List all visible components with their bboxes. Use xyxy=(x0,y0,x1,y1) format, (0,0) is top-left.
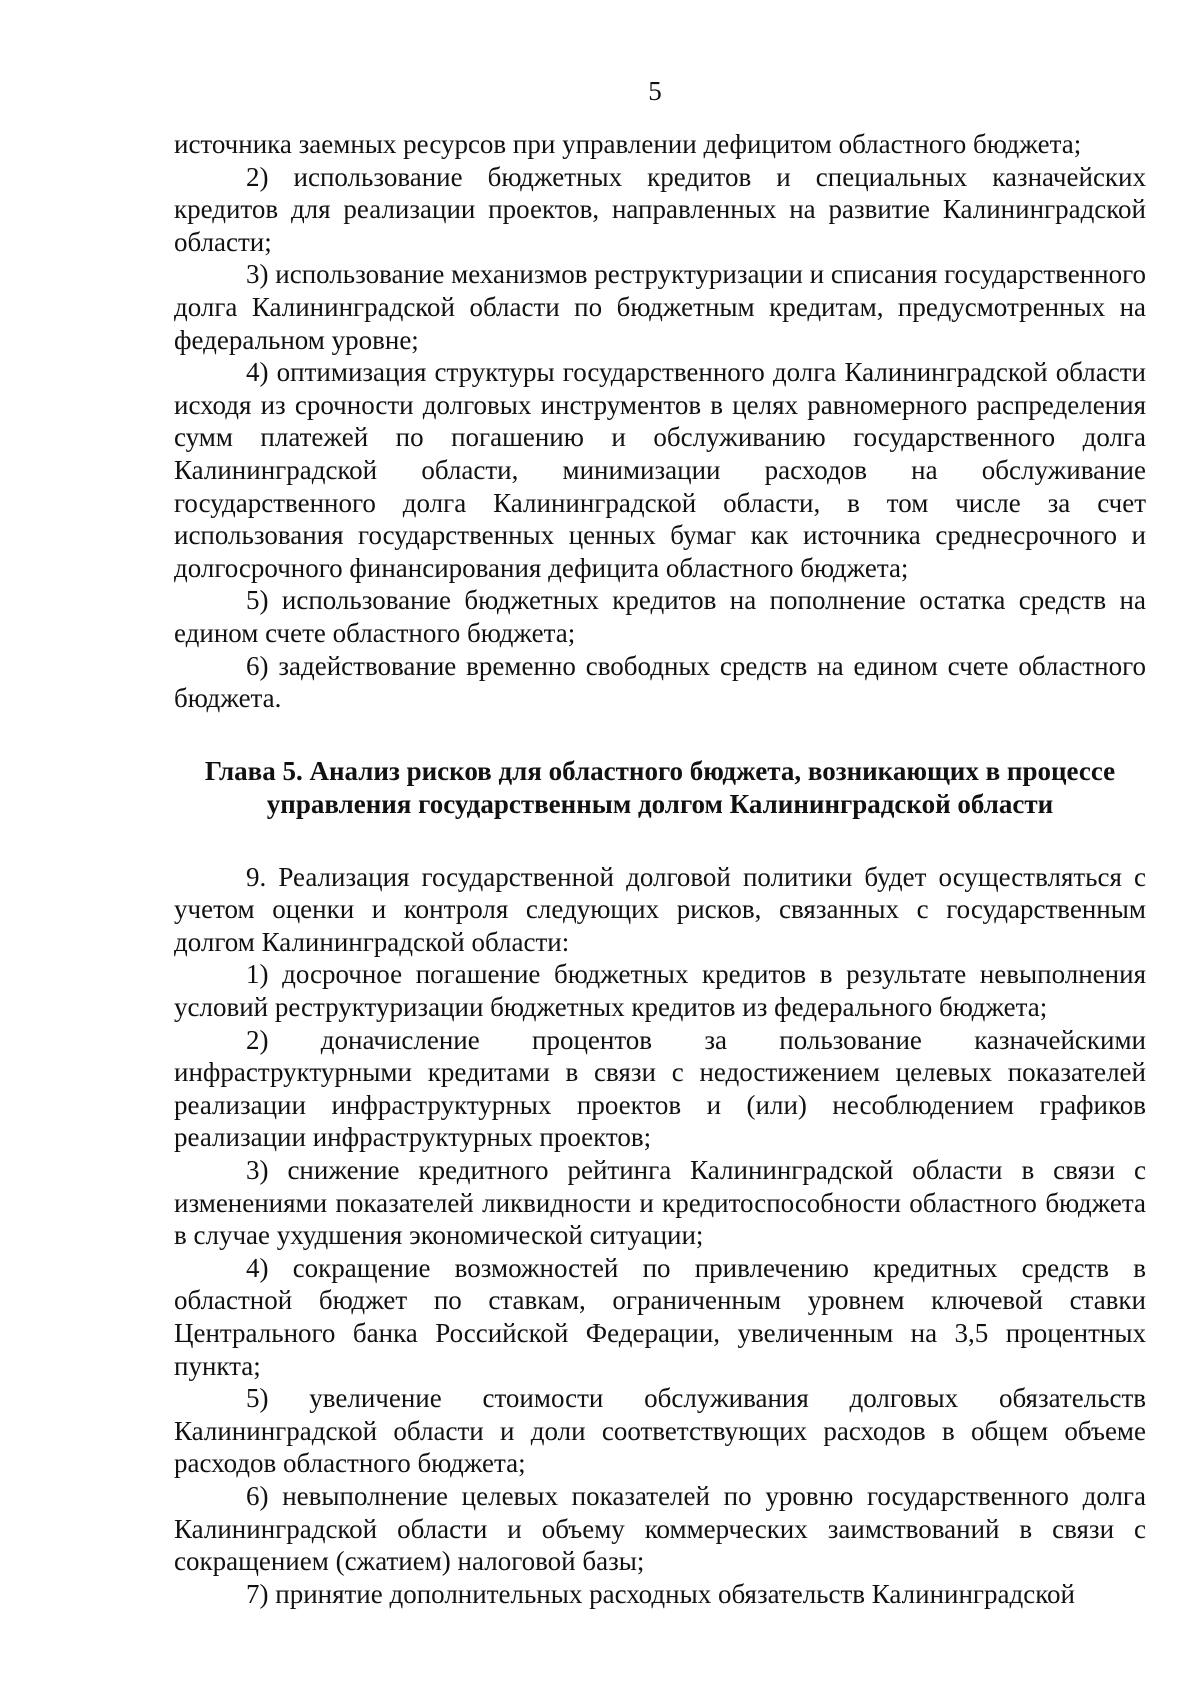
chapter-heading-line-1: Глава 5. Анализ рисков для областного бюджета, возникающих в процессе xyxy=(204,755,1116,786)
risk-item-3: 3) снижение кредитного рейтинга Калининградской области в связи с изменениями показателей ликвидности и кредитоспособности областного бюджета в случае ухудшения экономической ситуации; xyxy=(174,1155,1146,1251)
chapter-heading-line-2: управления государственным долгом Калининградской области xyxy=(266,788,1054,819)
risk-item-7: 7) принятие дополнительных расходных обязательств Калининградской xyxy=(246,1578,1075,1609)
list-item-6: 6) задействование временно свободных средств на едином счете областного бюджета. xyxy=(174,650,1146,714)
list-item-4: 4) оптимизация структуры государственного долга Калининградской области исходя из срочности долговых инструментов в целях равномерного распределения сумм платежей по погашению и обслуживанию государственного долга Калининградской области, минимизации расходов на обслуживание государственного долга Калининградской области, в том числе за счет использования государственных ценных бумаг как источника среднесрочного и долгосрочного финансирования дефицита областного бюджета; xyxy=(174,357,1146,583)
document-body xyxy=(174,128,1146,1610)
risk-item-6: 6) невыполнение целевых показателей по уровню государственного долга Калининградской области и объему коммерческих заимствований в связи с сокращением (сжатием) налоговой базы; xyxy=(174,1480,1146,1577)
list-item-2: 2) использование бюджетных кредитов и специальных казначейских кредитов для реализации проектов, направленных на развитие Калининградской области; xyxy=(174,161,1146,257)
page-number: 5 xyxy=(648,76,662,106)
paragraph-9: 9. Реализация государственной долговой политики будет осуществляться с учетом оценки и контроля следующих рисков, связанных с государственным долгом Калининградской области: xyxy=(174,861,1146,957)
risk-item-4: 4) сокращение возможностей по привлечению кредитных средств в областной бюджет по ставкам, ограниченным уровнем ключевой ставки Центрального банка Российской Федерации, увеличенным на 3,5 процентных пункта; xyxy=(174,1252,1146,1381)
list-item-5: 5) использование бюджетных кредитов на пополнение остатка средств на едином счете областного бюджета; xyxy=(174,585,1146,648)
chapter-heading xyxy=(174,755,1146,821)
paragraph-continuation: источника заемных ресурсов при управлении дефицитом областного бюджета; xyxy=(174,129,1082,159)
risk-item-1: 1) досрочное погашение бюджетных кредитов в результате невыполнения условий реструктуризации бюджетных кредитов из федерального бюджета; xyxy=(174,959,1146,1023)
risk-item-5: 5) увеличение стоимости обслуживания долговых обязательств Калининградской области и доли соответствующих расходов в общем объеме расходов областного бюджета; xyxy=(174,1383,1146,1479)
risk-item-2: 2) доначисление процентов за пользование казначейскими инфраструктурными кредитами в связи с недостижением целевых показателей реализации инфраструктурных проектов и (или) несоблюдением графиков реализации инфраструктурных проектов; xyxy=(174,1024,1146,1153)
list-item-3: 3) использование механизмов реструктуризации и списания государственного долга Калининградской области по бюджетным кредитам, предусмотренных на федеральном уровне; xyxy=(174,259,1146,355)
